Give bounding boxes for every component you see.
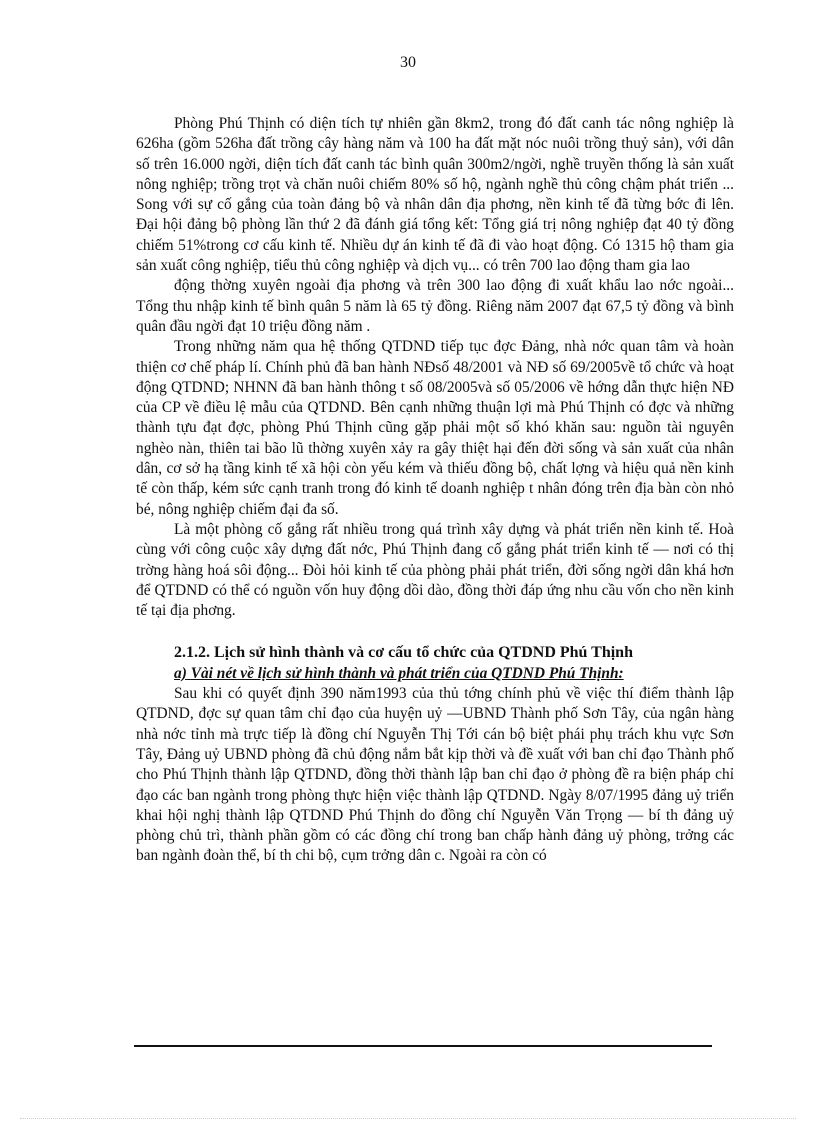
paragraph-labor-income: động thờng xuyên ngoài địa phơng và trên 300 lao động đi xuất khẩu lao nớc ngoài... Tổng thu nhập kinh tế bình quân 5 năm là 65 tỷ đồng. Riêng năm 2007 đạt 67,5 tỷ đồng và bình quân đầu ngời đạt 10 triệu đồng năm . xyxy=(136,277,734,335)
paragraph-economic-effort: Là một phòng cố gắng rất nhiều trong quá trình xây dựng và phát triển nền kinh tế. Hoà cùng với công cuộc xây dựng đất nớc, Phú Thịnh đang cố gắng phát triển kinh tế — nơi có thị trờng hàng hoá sôi động... Đòi hỏi kinh tế của phòng phải phát triển, đời sống ngời dân khá hơn để QTDND có thể có nguồn vốn huy động dồi dào, đồng thời đáp ứng nhu cầu vốn cho nền kinh tế tại địa phơng. xyxy=(136,520,734,620)
paragraph-history: Sau khi có quyết định 390 năm1993 của thủ tớng chính phủ về việc thí điểm thành lập QTDND, đợc sự quan tâm chỉ đạo của huyện uỷ —UBND Thành phố Sơn Tây, của ngân hàng nhà nớc tỉnh mà trực tiếp là đồng chí Nguyễn Thị Tới cán bộ biệt phái phụ trách khu vực Sơn Tây, Đảng uỷ UBND phòng đã chủ động nắm bắt kịp thời và đề xuất với ban chỉ đạo Thành phố cho Phú Thịnh thành lập QTDND, đồng thời thành lập ban chỉ đạo ở phòng đề ra biện pháp chỉ đạo các ban ngành trong phòng thực hiện việc thành lập QTDND. Ngày 8/07/1995 đảng uỷ triển khai hội nghị thành lập QTDND Phú Thịnh do đồng chí Nguyễn Văn Trọng — bí th đảng uỷ phòng chủ trì, thành phần gồm có các đồng chí trong ban chấp hành đảng uỷ phòng, trởng các ban ngành đoàn thể, bí th chi bộ, cụm trởng dân c. Ngoài ra còn có xyxy=(136,685,734,865)
paragraph-legal-framework: Trong những năm qua hệ thống QTDND tiếp tục đợc Đảng, nhà nớc quan tâm và hoàn thiện cơ chế pháp lí. Chính phủ đã ban hành NĐsố 48/2001 và NĐ số 69/2005về tổ chức và hoạt động QTDND; NHNN đã ban hành thông t số 08/2005và số 05/2006 về hớng dẫn thực hiện NĐ của CP về điều lệ mẫu của QTDND. Bên cạnh những thuận lợi mà Phú Thịnh có đợc và những thành tựu đạt đợc, phòng Phú Thịnh cũng gặp phải một số khó khăn sau: nguồn tài nguyên nghèo nàn, thiên tai bão lũ thờng xuyên xảy ra gây thiệt hại đến đời sống và sản xuất của nhân dân, cơ sở hạ tầng kinh tế xã hội còn yếu kém và thiếu đồng bộ, chất lợng và hiệu quả nền kinh tế còn thấp, kém sức cạnh tranh trong đó kinh tế doanh nghiệp t nhân đóng trên địa bàn còn nhỏ bé, nông nghiệp chiếm đại đa số. xyxy=(136,338,734,518)
body-text xyxy=(136,114,734,867)
page-edge-divider xyxy=(20,1118,796,1119)
subsection-heading xyxy=(136,664,734,684)
footer-rule xyxy=(134,1045,712,1047)
subsection-title: Vài nét về lịch sử hình thành và phát triển của QTDND Phú Thịnh: xyxy=(190,664,624,682)
subsection-number: a) xyxy=(174,664,187,682)
page-number: 30 xyxy=(400,54,416,71)
paragraph-land-area: Phòng Phú Thịnh có diện tích tự nhiên gần 8km2, trong đó đất canh tác nông nghiệp là 626ha (gồm 526ha đất trồng cây hàng năm và 100 ha đất mặt nóc nuôi trồng thuỷ sản), với dân số trên 16.000 ngời, diện tích đất canh tác bình quân 300m2/ngời, nghề truyền thống là sản xuất nông nghiệp; trồng trọt và chăn nuôi chiếm 80% số hộ, ngành nghề thủ công chậm phát triển ... Song với sự cố gắng của toàn đảng bộ và nhân dân địa phơng, nền kinh tế đã từng bớc đi lên. Đại hội đảng bộ phòng lần thứ 2 đã đánh giá tổng kết: Tổng giá trị nông nghiệp đạt 40 tỷ đồng chiếm 51%trong cơ cấu kinh tế. Nhiều dự án kinh tế đã đi vào hoạt động. Có 1315 hộ tham gia sản xuất công nghiệp, tiểu thủ công nghiệp và dịch vụ... có trên 700 lao động tham gia lao xyxy=(136,115,734,275)
section-heading: 2.1.2. Lịch sử hình thành và cơ cấu tổ chức của QTDND Phú Thịnh xyxy=(174,644,633,662)
